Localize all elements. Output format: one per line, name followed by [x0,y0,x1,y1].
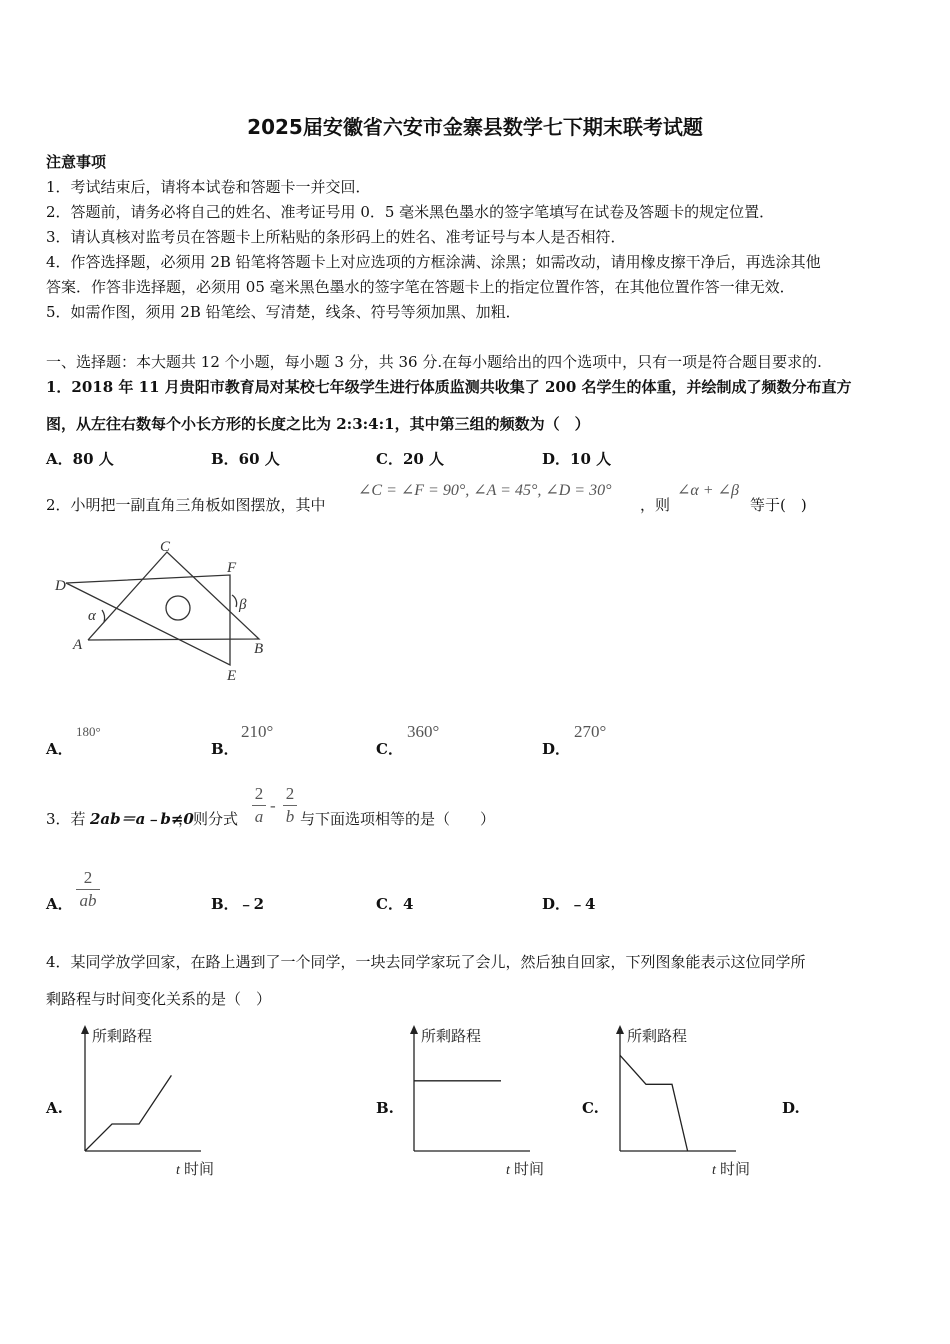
label-a: A [73,637,83,653]
q3-stem-mid: ，则分式 [178,810,239,828]
notice-item: 1．考试结束后，请将本试卷和答题卡一并交回． [46,178,371,196]
q1-stem-line1: 1．2018 年 11 月贵阳市教育局对某校七年级学生进行体质监测共收集了 200 名学生的体重，并绘制成了频数分布直方 [46,378,852,396]
q3-option-c: C．4 [376,895,414,913]
graph-a-line [85,1075,171,1151]
q2-option-a-value: 180° [76,724,101,739]
q2-option-d-letter: D． [542,740,571,758]
q3-condition: 2ab＝a﹣b≠0 [90,810,194,828]
xlabel: 时间 [514,1162,545,1178]
q3-option-a-fraction [76,868,100,911]
notice-item: 2．答题前，请务必将自己的姓名、准考证号用 0．5 毫米黑色墨水的签字笔填写在试卷及答题卡的规定位置． [46,203,775,221]
q2-option-a-letter: A． [46,740,73,758]
label-beta: β [239,597,247,613]
ylabel: 所剩路程 [627,1029,688,1045]
q3-stem-suffix: 与下面选项相等的是（ ） [300,810,496,828]
page-title: 2025届安徽省六安市金寨县数学七下期末联考试题 [247,115,703,139]
q4-option-c-letter: C. [582,1099,599,1117]
q2-condition-formula: ∠C = ∠F = 90°, ∠A = 45°, ∠D = 30° [358,482,612,499]
xlabel-t: t [176,1163,180,1178]
q4-stem-line2: 剩路程与时间变化关系的是（ ） [46,990,272,1008]
q3-fraction-2 [283,784,297,827]
ylabel: 所剩路程 [421,1029,482,1045]
label-d: D [55,578,66,594]
label-c: C [160,539,171,555]
q4-option-b-letter: B. [376,1099,394,1117]
q1-option-a: A．80 人 [46,450,114,468]
q2-stem-prefix: 2．小明把一副直角三角板如图摆放，其中 [46,496,326,514]
fraction-bar [283,805,297,806]
label-e: E [227,668,237,684]
q3-option-a-letter: A． [46,895,73,913]
q3-fraction-1-denominator: a [254,807,264,826]
label-f: F [227,560,237,576]
q2-option-c-letter: C． [376,740,403,758]
ylabel: 所剩路程 [92,1029,153,1045]
xlabel-t: t [712,1163,716,1178]
q3-fraction-1-numerator: 2 [254,784,264,803]
q1-stem-line2: 图，从左往右数每个小长方形的长度之比为 2:3:4:1，其中第三组的频数为（ ） [46,415,590,433]
q2-option-b-value: 210° [241,722,274,741]
q2-expression-formula: ∠α + ∠β [677,482,739,499]
q1-option-b: B．60 人 [211,450,280,468]
q1-option-d: D．10 人 [542,450,612,468]
q4-graph-b [405,1020,565,1182]
q3-stem-prefix: 3．若 [46,810,86,828]
q2-option-d-value: 270° [574,722,607,741]
q3-option-a-numerator: 2 [83,868,93,887]
label-alpha: α [88,608,96,624]
notice-heading: 注意事项 [46,153,107,171]
section-heading: 一、选择题：本大题共 12 个小题，每小题 3 分，共 36 分.在每小题给出的四个选项中，只有一项是符合题目要求的. [46,353,822,371]
q3-fraction-2-denominator: b [285,807,295,826]
q3-option-d: D．﹣4 [542,895,596,913]
q3-option-a-denominator: ab [79,891,97,910]
notice-item: 4．作答选择题，必须用 2B 铅笔将答题卡上对应选项的方框涂满、涂黑；如需改动，请用橡皮擦干净后，再选涂其他 [46,253,821,271]
q2-stem-suffix: 等于( ) [750,496,807,514]
notice-item: 3．请认真核对监考员在答题卡上所粘贴的条形码上的姓名、准考证号与本人是否相符． [46,228,626,246]
q3-minus-sign: - [270,796,276,815]
q4-graph-c [611,1020,771,1182]
notice-item: 5．如需作图，须用 2B 铅笔绘、写清楚，线条、符号等须加黑、加粗． [46,303,521,321]
q4-graph-a [76,1020,236,1182]
q3-fraction-2-numerator: 2 [285,784,295,803]
q2-option-c-value: 360° [407,722,440,741]
q4-stem-line1: 4．某同学放学回家，在路上遇到了一个同学，一块去同学家玩了会儿，然后独自回家，下列图象能表示这位同学所 [46,953,806,971]
q3-fraction-1 [252,784,266,827]
notice-item: 答案．作答非选择题，必须用 05 毫米黑色墨水的签字笔在答题卡上的指定位置作答，在其他位置作答一律无效． [46,278,795,296]
graph-c-line [620,1055,688,1151]
label-b: B [254,641,264,657]
q4-option-a-letter: A. [46,1099,63,1117]
fraction-bar [76,889,100,890]
q2-stem-mid: ，则 [640,496,671,514]
q2-option-b-letter: B． [211,740,239,758]
xlabel: 时间 [184,1162,215,1178]
q2-triangle-figure [50,535,280,685]
q4-option-d-letter: D. [782,1099,800,1117]
xlabel-t: t [506,1163,510,1178]
xlabel: 时间 [720,1162,751,1178]
fraction-bar [252,805,266,806]
q1-option-c: C．20 人 [376,450,445,468]
q3-option-b: B．﹣2 [211,895,265,913]
